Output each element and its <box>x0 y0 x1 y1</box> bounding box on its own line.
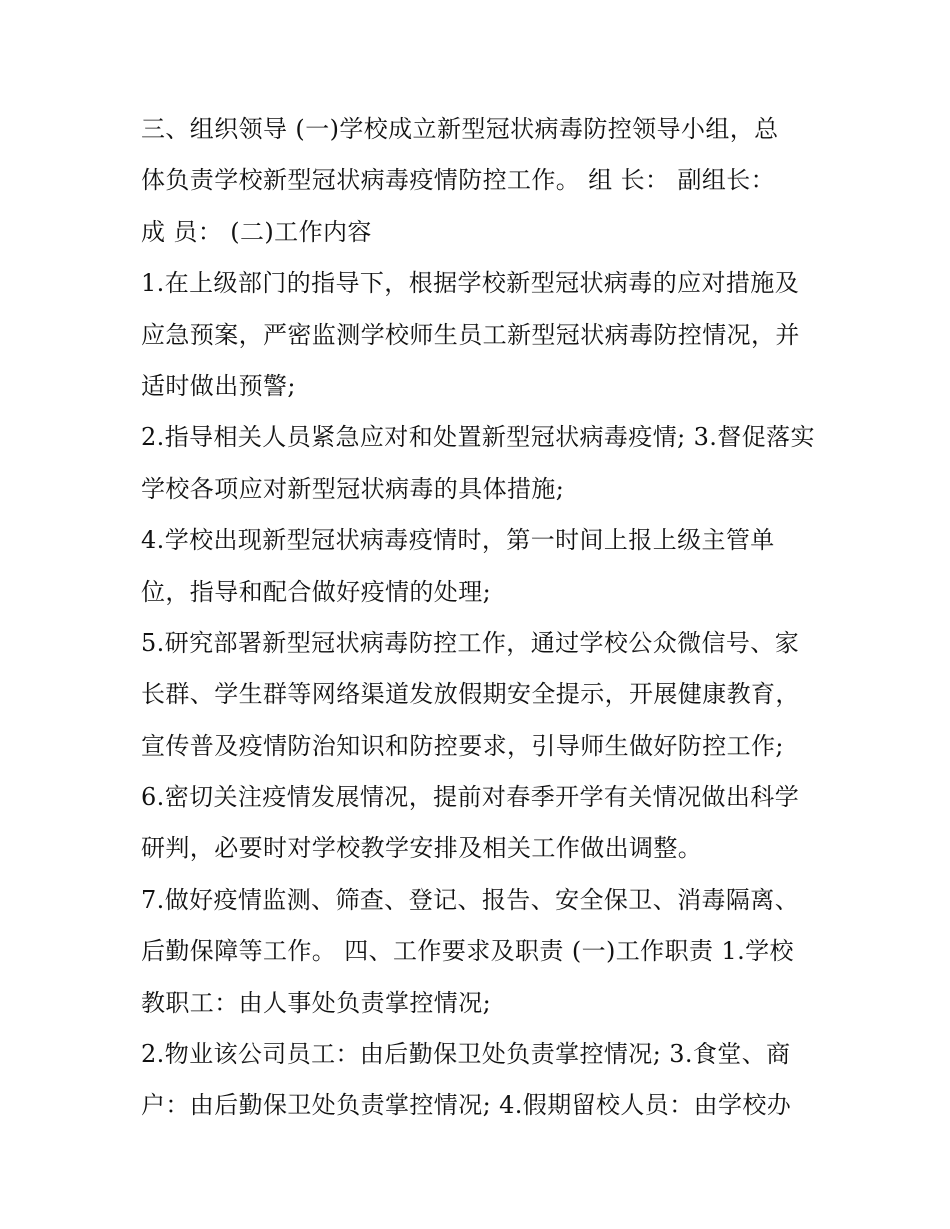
text-line: 位，指导和配合做好疫情的处理; <box>141 577 492 606</box>
text-line: 长群、学生群等网络渠道发放假期安全提示，开展健康教育， <box>141 680 800 709</box>
text-line: 研判，必要时对学校教学安排及相关工作做出调整。 <box>141 834 703 863</box>
text-line: 7.做好疫情监测、筛查、登记、报告、安全保卫、消毒隔离、 <box>141 885 800 914</box>
text-line: 6.密切关注疫情发展情况，提前对春季开学有关情况做出科学 <box>141 783 800 812</box>
text-line: 2.物业该公司员工：由后勤保卫处负责掌控情况; 3.食堂、商 <box>141 1040 791 1069</box>
document-body <box>141 104 831 1132</box>
text-line: 户：由后勤保卫处负责掌控情况; 4.假期留校人员：由学校办 <box>141 1091 792 1120</box>
text-line: 应急预案，严密监测学校师生员工新型冠状病毒防控情况，并 <box>141 320 800 349</box>
text-line: 学校各项应对新型冠状病毒的具体措施; <box>141 474 565 503</box>
text-line: 2.指导相关人员紧急应对和处置新型冠状病毒疫情; 3.督促落实 <box>141 423 815 452</box>
text-line: 教职工：由人事处负责掌控情况; <box>141 988 492 1017</box>
text-line: 体负责学校新型冠状病毒疫情防控工作。 组 长： 副组长： <box>141 166 776 195</box>
text-line: 三、组织领导 (一)学校成立新型冠状病毒防控领导小组，总 <box>141 115 779 143</box>
text-line: 成 员： (二)工作内容 <box>141 217 372 246</box>
text-line: 1.在上级部门的指导下，根据学校新型冠状病毒的应对措施及 <box>141 269 800 298</box>
text-line: 4.学校出现新型冠状病毒疫情时，第一时间上报上级主管单 <box>141 526 775 555</box>
text-line: 5.研究部署新型冠状病毒防控工作，通过学校公众微信号、家 <box>141 628 800 657</box>
text-line: 后勤保障等工作。 四、工作要求及职责 (一)工作职责 1.学校 <box>141 937 794 966</box>
text-line: 宣传普及疫情防治知识和防控要求，引导师生做好防控工作; <box>141 731 784 760</box>
text-line: 适时做出预警; <box>141 371 296 400</box>
